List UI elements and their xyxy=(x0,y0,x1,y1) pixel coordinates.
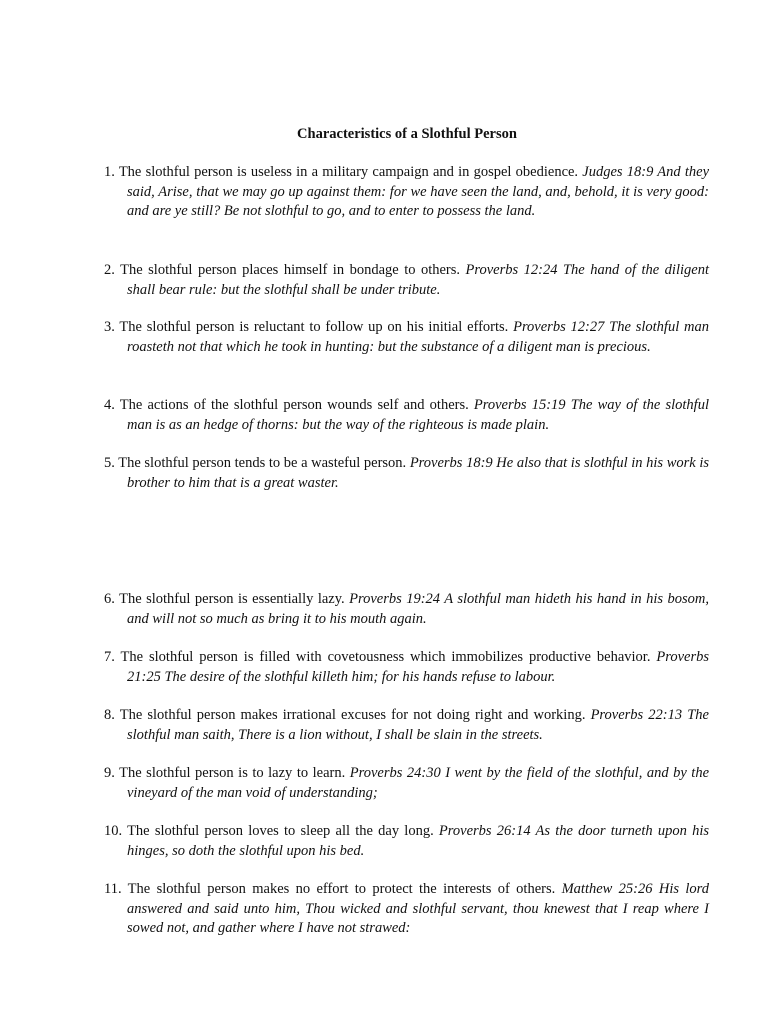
scripture-reference: Judges 18:9 And they said, Arise, that we may go up against them: for we have seen the land, and, behold, it is very good: and are ye still? Be not slothful to go, and to enter to possess the land. xyxy=(127,164,710,220)
list-item-5 xyxy=(104,454,709,493)
list-item-9 xyxy=(104,764,709,803)
item-statement: 5. The slothful person tends to be a wasteful person. xyxy=(104,455,410,471)
scripture-reference: Matthew 25:26 His lord answered and said unto him, Thou wicked and slothful servant, thou knewest that I reap where I sowed not, and gather where I have not strawed: xyxy=(127,881,709,937)
item-statement: 2. The slothful person places himself in bondage to others. xyxy=(104,262,466,278)
item-statement: 8. The slothful person makes irrational excuses for not doing right and working. xyxy=(104,707,591,723)
item-statement: 11. The slothful person makes no effort to protect the interests of others. xyxy=(104,881,562,897)
scripture-reference: Proverbs 18:9 He also that is slothful in his work is brother to him that is a great waster. xyxy=(127,455,709,491)
item-statement: 4. The actions of the slothful person wounds self and others. xyxy=(104,397,474,413)
item-statement: 10. The slothful person loves to sleep all the day long. xyxy=(104,823,439,839)
scripture-reference: Proverbs 22:13 The slothful man saith, There is a lion without, I shall be slain in the streets. xyxy=(127,707,709,743)
item-statement: 3. The slothful person is reluctant to follow up on his initial efforts. xyxy=(104,319,514,335)
list-item-1 xyxy=(104,163,709,222)
list-item-4 xyxy=(104,396,709,435)
document-title: Characteristics of a Slothful Person xyxy=(297,126,517,142)
list-item-2 xyxy=(104,261,709,300)
scripture-reference: Proverbs 24:30 I went by the field of the slothful, and by the vineyard of the man void of understanding; xyxy=(127,765,710,801)
list-item-3 xyxy=(104,318,709,357)
scripture-reference: Proverbs 19:24 A slothful man hideth his hand in his bosom, and will not so much as bring it to his mouth again. xyxy=(127,591,709,627)
item-statement: 1. The slothful person is useless in a military campaign and in gospel obedience. xyxy=(104,164,583,180)
item-statement: 6. The slothful person is essentially lazy. xyxy=(104,591,350,607)
list-item-6 xyxy=(104,590,709,629)
list-item-8 xyxy=(104,706,709,745)
list-item-10 xyxy=(104,822,709,861)
scripture-reference: Proverbs 21:25 The desire of the slothful killeth him; for his hands refuse to labour. xyxy=(127,649,709,685)
scripture-reference: Proverbs 12:24 The hand of the diligent shall bear rule: but the slothful shall be under tribute. xyxy=(127,262,709,298)
scripture-reference: Proverbs 26:14 As the door turneth upon his hinges, so doth the slothful upon his bed. xyxy=(127,823,709,859)
scripture-reference: Proverbs 12:27 The slothful man roasteth not that which he took in hunting: but the substance of a diligent man is precious. xyxy=(127,319,709,355)
list-item-11 xyxy=(104,880,709,939)
item-statement: 7. The slothful person is filled with covetousness which immobilizes productive behavior. xyxy=(104,649,657,665)
scripture-reference: Proverbs 15:19 The way of the slothful man is as an hedge of thorns: but the way of the righteous is made plain. xyxy=(127,397,709,433)
list-item-7 xyxy=(104,648,709,687)
item-statement: 9. The slothful person is to lazy to learn. xyxy=(104,765,350,781)
